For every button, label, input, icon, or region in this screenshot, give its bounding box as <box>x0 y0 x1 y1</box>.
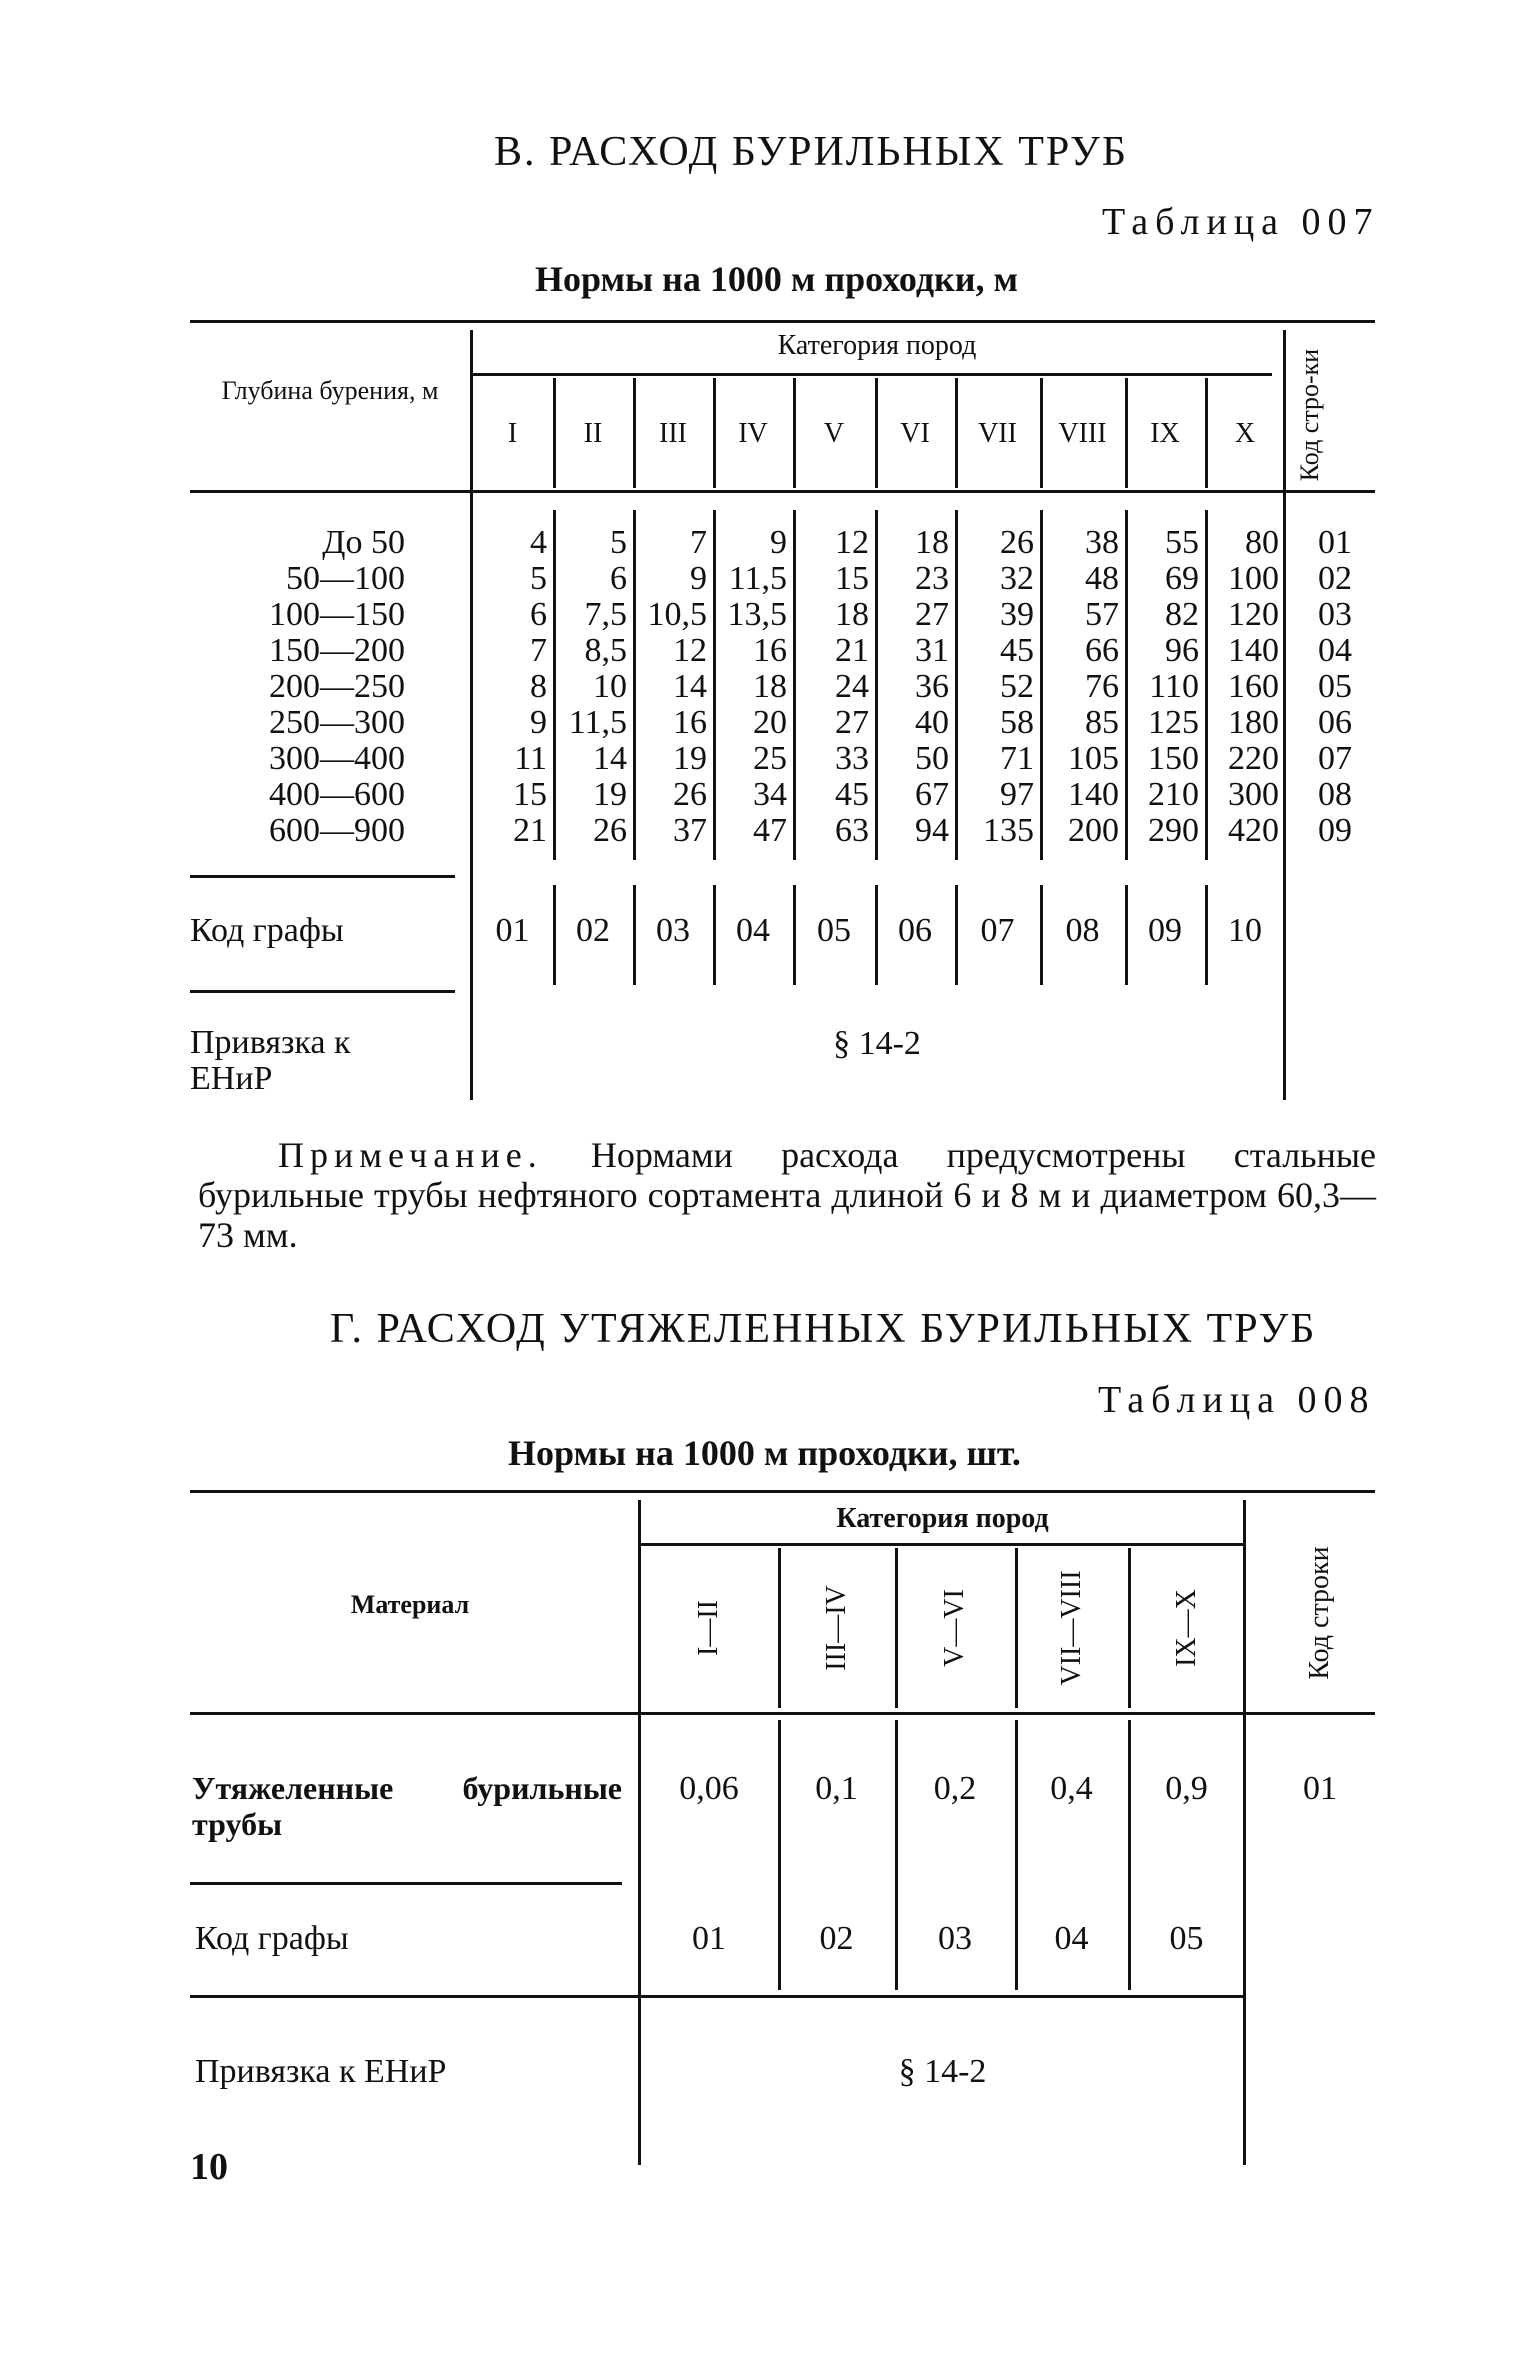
value-cell: 21 <box>513 812 547 849</box>
value-cell: 150 <box>1148 740 1199 777</box>
value-cell: 38 <box>1085 524 1119 561</box>
category-X: X <box>1234 418 1256 449</box>
value-cell: 96 <box>1165 632 1199 669</box>
category-II: II <box>583 418 603 449</box>
value-cell: 45 <box>1000 632 1034 669</box>
category-2: V—VI <box>939 1589 970 1667</box>
value-cell: 8 <box>530 668 547 705</box>
value-cell: 66 <box>1085 632 1119 669</box>
value-cell: 125 <box>1148 704 1199 741</box>
value-cell: 0,1 <box>815 1770 858 1807</box>
value-cell: 0,06 <box>679 1770 739 1807</box>
row-code-header: Код строки <box>1304 1546 1335 1680</box>
col-code: 03 <box>656 912 690 949</box>
page-number: 10 <box>190 2146 228 2188</box>
value-cell: 85 <box>1085 704 1119 741</box>
value-cell: 8,5 <box>584 632 627 669</box>
value-cell: 10 <box>593 668 627 705</box>
col-code: 05 <box>817 912 851 949</box>
value-cell: 50 <box>915 740 949 777</box>
col-code: 06 <box>898 912 932 949</box>
category-VII: VII <box>978 418 1017 449</box>
row-code: 09 <box>1318 812 1352 849</box>
value-cell: 20 <box>753 704 787 741</box>
row-code: 01 <box>1303 1770 1337 1807</box>
rule-col <box>1015 1548 1018 1708</box>
value-cell: 16 <box>753 632 787 669</box>
value-cell: 9 <box>530 704 547 741</box>
col-code: 09 <box>1148 912 1182 949</box>
depth-2: 100—150 <box>269 596 405 633</box>
value-cell: 67 <box>915 776 949 813</box>
value-cell: 0,4 <box>1050 1770 1093 1807</box>
value-cell: 160 <box>1228 668 1279 705</box>
value-cell: 80 <box>1245 524 1279 561</box>
category-header: Категория пород <box>836 1503 1049 1534</box>
value-cell: 300 <box>1228 776 1279 813</box>
table-008-caption: Нормы на 1000 м проходки, шт. <box>508 1433 1021 1473</box>
category-IV: IV <box>738 418 768 449</box>
value-cell: 100 <box>1228 560 1279 597</box>
rule-header-bottom <box>190 1712 1375 1715</box>
value-cell: 82 <box>1165 596 1199 633</box>
depth-7: 400—600 <box>269 776 405 813</box>
row-code: 08 <box>1318 776 1352 813</box>
depth-4: 200—250 <box>269 668 405 705</box>
note-label: Примечание. <box>278 1135 543 1175</box>
row-code: 06 <box>1318 704 1352 741</box>
value-cell: 200 <box>1068 812 1119 849</box>
rule-row-bottom <box>190 1882 622 1885</box>
value-cell: 5 <box>530 560 547 597</box>
value-cell: 13,5 <box>727 596 787 633</box>
col-code: 01 <box>692 1920 726 1957</box>
value-cell: 16 <box>673 704 707 741</box>
value-cell: 19 <box>673 740 707 777</box>
value-cell: 45 <box>835 776 869 813</box>
binding-value: § 14-2 <box>898 2053 987 2090</box>
value-cell: 6 <box>610 560 627 597</box>
value-cell: 14 <box>593 740 627 777</box>
value-cell: 11 <box>514 740 547 777</box>
rule-col <box>778 1548 781 1708</box>
category-VIII: VIII <box>1058 418 1107 449</box>
value-cell: 19 <box>593 776 627 813</box>
section-g-title: Г. РАСХОД УТЯЖЕЛЕННЫХ БУРИЛЬНЫХ ТРУБ <box>330 1306 1317 1352</box>
value-cell: 9 <box>690 560 707 597</box>
row-code: 07 <box>1318 740 1352 777</box>
material-header: Материал <box>350 1590 470 1619</box>
col-code: 02 <box>576 912 610 949</box>
section-v-title: В. РАСХОД БУРИЛЬНЫХ ТРУБ <box>494 129 1129 175</box>
value-cell: 110 <box>1149 668 1199 705</box>
value-cell: 180 <box>1228 704 1279 741</box>
row-code: 05 <box>1318 668 1352 705</box>
value-cell: 26 <box>1000 524 1034 561</box>
value-cell: 71 <box>1000 740 1034 777</box>
table-007-caption: Нормы на 1000 м проходки, м <box>535 259 1019 299</box>
value-cell: 11,5 <box>568 704 627 741</box>
binding-value: § 14-2 <box>833 1025 921 1062</box>
row-code: 03 <box>1318 596 1352 633</box>
row-code: 02 <box>1318 560 1352 597</box>
value-cell: 120 <box>1228 596 1279 633</box>
value-cell: 18 <box>835 596 869 633</box>
category-III: III <box>659 418 687 449</box>
value-cell: 27 <box>915 596 949 633</box>
value-cell: 140 <box>1228 632 1279 669</box>
value-cell: 10,5 <box>647 596 707 633</box>
binding-label: Привязка к ЕНиР <box>190 1024 351 1097</box>
rule-category <box>640 1543 1245 1546</box>
value-cell: 7 <box>690 524 707 561</box>
value-cell: 7,5 <box>584 596 627 633</box>
value-cell: 69 <box>1165 560 1199 597</box>
table-007-number: Таблица 007 <box>1102 201 1380 243</box>
category-IX: IX <box>1150 418 1180 449</box>
col-code: 04 <box>736 912 770 949</box>
depth-0: До 50 <box>322 524 405 561</box>
value-cell: 31 <box>915 632 949 669</box>
value-cell: 94 <box>915 812 949 849</box>
value-cell: 24 <box>835 668 869 705</box>
category-I: I <box>507 418 518 449</box>
value-cell: 290 <box>1148 812 1199 849</box>
category-VI: VI <box>900 418 930 449</box>
row-code-header: Код стро-ки <box>1295 348 1324 482</box>
value-cell: 0,9 <box>1165 1770 1208 1807</box>
value-cell: 76 <box>1085 668 1119 705</box>
rule-top <box>190 1490 1375 1493</box>
value-cell: 33 <box>835 740 869 777</box>
value-cell: 420 <box>1228 812 1279 849</box>
depth-8: 600—900 <box>269 812 405 849</box>
col-code: 02 <box>819 1920 854 1957</box>
value-cell: 12 <box>835 524 869 561</box>
value-cell: 47 <box>753 812 787 849</box>
binding-label: Привязка к ЕНиР <box>195 2053 447 2090</box>
row-code: 01 <box>1318 524 1352 561</box>
col-code: 05 <box>1169 1920 1204 1957</box>
category-1: III—IV <box>820 1585 852 1671</box>
value-cell: 11,5 <box>728 560 787 597</box>
category-0: I—II <box>693 1600 724 1656</box>
col-code: 04 <box>1054 1920 1089 1957</box>
rule-col <box>895 1548 898 1708</box>
category-header: Категория пород <box>777 330 977 361</box>
value-cell: 15 <box>513 776 547 813</box>
value-cell: 26 <box>593 812 627 849</box>
value-cell: 7 <box>530 632 547 669</box>
value-cell: 6 <box>530 596 547 633</box>
depth-5: 250—300 <box>269 704 405 741</box>
table-008-number: Таблица 008 <box>1098 1379 1376 1421</box>
value-cell: 140 <box>1068 776 1119 813</box>
value-cell: 58 <box>1000 704 1034 741</box>
depth-6: 300—400 <box>269 740 405 777</box>
col-code-label: Код графы <box>195 1920 349 1957</box>
row-code: 04 <box>1318 632 1352 669</box>
value-cell: 52 <box>1000 668 1034 705</box>
value-cell: 21 <box>835 632 869 669</box>
col-code: 01 <box>495 912 530 949</box>
value-cell: 9 <box>770 524 787 561</box>
rule-col <box>1128 1548 1131 1708</box>
material-cell: Утяжеленные бурильные трубы <box>192 1770 622 1842</box>
value-cell: 18 <box>753 668 787 705</box>
category-V: V <box>823 418 845 449</box>
depth-header: Глубина бурения, м <box>221 376 439 405</box>
value-cell: 25 <box>753 740 787 777</box>
value-cell: 37 <box>673 812 707 849</box>
value-cell: 97 <box>1000 776 1034 813</box>
value-cell: 18 <box>915 524 949 561</box>
value-cell: 220 <box>1228 740 1279 777</box>
col-code: 08 <box>1065 912 1100 949</box>
value-cell: 23 <box>915 560 949 597</box>
value-cell: 14 <box>673 668 707 705</box>
value-cell: 40 <box>915 704 949 741</box>
col-code: 10 <box>1228 912 1262 949</box>
value-cell: 105 <box>1068 740 1119 777</box>
value-cell: 27 <box>835 704 869 741</box>
col-code: 07 <box>980 912 1015 949</box>
col-code: 03 <box>938 1920 972 1957</box>
value-cell: 34 <box>753 776 787 813</box>
category-4: IX—X <box>1170 1589 1202 1667</box>
note-text: Нормами расхода предусмотрены стальные бурильные трубы нефтяного сортамента длиной 6 и 8 м и диаметром 60,3—73 мм. <box>198 1135 1377 1255</box>
rule-code-bottom <box>190 1995 1245 1998</box>
value-cell: 5 <box>610 524 627 561</box>
depth-3: 150—200 <box>269 632 405 669</box>
depth-1: 50—100 <box>286 560 405 597</box>
value-cell: 55 <box>1165 524 1199 561</box>
category-3: VII—VIII <box>1055 1570 1087 1686</box>
value-cell: 12 <box>673 632 707 669</box>
value-cell: 39 <box>1000 596 1034 633</box>
value-cell: 48 <box>1085 560 1119 597</box>
value-cell: 0,2 <box>933 1770 977 1807</box>
value-cell: 32 <box>1000 560 1034 597</box>
value-cell: 26 <box>673 776 707 813</box>
value-cell: 57 <box>1085 596 1119 633</box>
col-code-label: Код графы <box>190 912 344 949</box>
value-cell: 15 <box>835 560 869 597</box>
value-cell: 135 <box>983 812 1034 849</box>
value-cell: 63 <box>835 812 869 849</box>
value-cell: 210 <box>1148 776 1199 813</box>
value-cell: 4 <box>530 524 547 561</box>
value-cell: 36 <box>915 668 949 705</box>
